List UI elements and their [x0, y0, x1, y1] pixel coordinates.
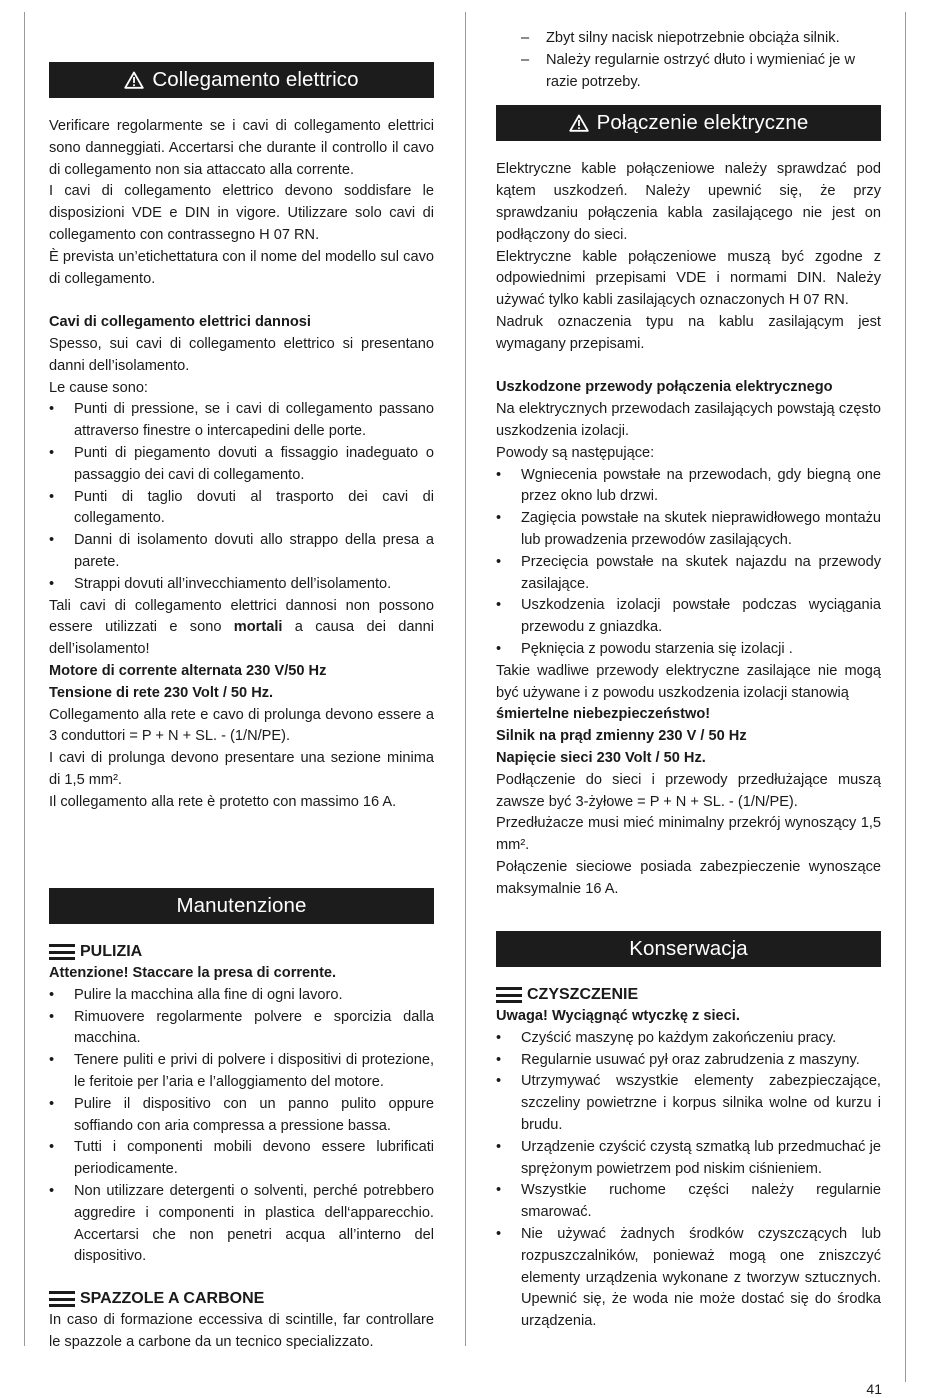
paragraph: Il collegamento alla rete è protetto con massimo 16 A. [49, 793, 397, 810]
paragraph: Na elektrycznych przewodach zasilających powstają często uszkodzenia izolacji. [496, 401, 881, 439]
right-margin-rule [905, 12, 906, 1382]
section-header-manutenzione [49, 888, 434, 924]
list-item: • Regularnie usuwać pył oraz zabrudzenia z maszyny. [496, 1050, 881, 1072]
subsection-title: Cavi di collegamento elettrici dannosi [49, 314, 311, 331]
list-item: • Non utilizzare detergenti o solventi, perché potrebbero aggredire i componenti in plastica dell‘apparecchio. Accertarsi che non penetri acqua all’interno del dispositivo. [49, 1181, 434, 1268]
list-item: • Punti di taglio dovuti al trasporto dei cavi di collegamento. [49, 487, 434, 531]
menu-lines-icon [49, 944, 75, 960]
section-title: Konserwacja [629, 937, 748, 961]
text-run: a causa dei danni dell’isolamento! [49, 619, 434, 658]
warning-triangle-icon [569, 114, 589, 132]
paragraph: Podłączenie do sieci i przewody przedłużające muszą zawsze być 3-żyłowe = P + N + SL. - (1/N/PE). [496, 771, 881, 810]
paragraph: I cavi di collegamento elettrico devono soddisfare le disposizioni VDE e DIN in vigore. Utilizzare solo cavi di collegamento con contrassegno H 07 RN. [49, 183, 434, 243]
list-item: • Wszystkie ruchome części należy regularnie smarować. [496, 1180, 881, 1224]
list-item: • Utrzymywać wszystkie elementy zabezpieczające, szczeliny powietrzne i korpus silnika wolne od kurzu i brudu. [496, 1071, 881, 1136]
list-item: • Pęknięcia z powodu starzenia się izolacji . [496, 639, 881, 661]
list-item: • Pulire la macchina alla fine di ogni lavoro. [49, 985, 434, 1007]
list-item: • Czyścić maszynę po każdym zakończeniu pracy. [496, 1028, 881, 1050]
motor-spec: Motore di corrente alternata 230 V/50 Hz [49, 662, 327, 679]
list-item: – Zbyt silny nacisk niepotrzebnie obciąża silnik. [496, 28, 881, 50]
menu-lines-icon [49, 1291, 75, 1307]
paragraph: Połączenie sieciowe posiada zabezpieczenie wynoszące maksymalnie 16 A. [496, 858, 881, 897]
menu-lines-icon [496, 987, 522, 1003]
left-margin-rule [24, 12, 25, 1346]
list-item: – Należy regularnie ostrzyć dłuto i wymieniać je w razie potrzeby. [496, 50, 881, 94]
subsection-title: SPAZZOLE A CARBONE [80, 1290, 265, 1308]
subsection-title: CZYSZCZENIE [527, 986, 639, 1004]
section-header-konserwacja [496, 931, 881, 967]
list-item: • Rimuovere regolarmente polvere e sporcizia dalla macchina. [49, 1007, 434, 1051]
paragraph: Elektryczne kable połączeniowe muszą być zgodne z odpowiednimi przepisami VDE i normami DIN. Należy używać tylko kabli zasilających oznaczonych H 07 RN. [496, 248, 881, 309]
list-item: • Tutti i componenti mobili devono essere lubrificati periodicamente. [49, 1137, 434, 1181]
text-run: Tali cavi di collegamento elettrici dannosi non possono essere utilizzati e sono [49, 597, 434, 636]
paragraph: In caso di formazione eccessiva di scintille, far controllare le spazzole a carbone da un tecnico specializzato. [49, 1312, 434, 1350]
subsection-pulizia [49, 941, 434, 963]
list-item: • Tenere puliti e privi di polvere i dispositivi di protezione, le feritoie per l’aria e l’alloggiamento del motore. [49, 1050, 434, 1094]
bold-warning: śmiertelne niebezpieczeństwo! [496, 706, 711, 723]
cleaning-list [496, 1028, 881, 1333]
motor-spec: Silnik na prąd zmienny 230 V / 50 Hz [496, 728, 747, 745]
warning-text: Uwaga! Wyciągnąć wtyczkę z sieci. [496, 1008, 740, 1024]
section-title: Collegamento elettrico [152, 68, 359, 92]
paragraph: Collegamento alla rete e cavo di prolunga devono essere a 3 conduttori = P + N + SL. - (1/N/PE). [49, 706, 434, 745]
paragraph: Takie wadliwe przewody elektryczne zasilające nie mogą być używane i z powodu uszkodzenia izolacji stanowią [496, 662, 881, 701]
paragraph [49, 596, 434, 661]
list-item: • Nie używać żadnych środków czyszczących lub rozpuszczalników, ponieważ mogą one zniszczyć elementy urządzenia wykonane z tworzyw sztucznych. Upewnić się, że woda nie może dostać się do środka urządzenia. [496, 1224, 881, 1333]
list-item: • Danni di isolamento dovuti allo strappo della presa a parete. [49, 530, 434, 574]
subsection-title: PULIZIA [80, 943, 143, 961]
left-maintenance [49, 888, 434, 1354]
list-item: • Punti di piegamento dovuti a fissaggio inadeguato o passaggio dei cavi di collegamento. [49, 443, 434, 487]
left-column [49, 62, 434, 814]
section-header-collegamento [49, 62, 434, 98]
subsection-czyszczenie [496, 984, 881, 1006]
warning-triangle-icon [124, 71, 144, 89]
subsection-title: Uszkodzone przewody połączenia elektrycznego [496, 379, 833, 396]
voltage-spec: Napięcie sieci 230 Volt / 50 Hz. [496, 749, 706, 766]
paragraph: I cavi di prolunga devono presentare una sezione minima di 1,5 mm². [49, 750, 434, 788]
paragraph: Spesso, sui cavi di collegamento elettrico si presentano danni dell’isolamento. [49, 335, 434, 374]
list-item: • Zagięcia powstałe na skutek nieprawidłowego montażu lub prowadzenia przewodów zasilających. [496, 508, 881, 552]
paragraph: Le cause sono: [49, 379, 148, 396]
list-item: • Pulire il dispositivo con un panno pulito oppure soffiando con aria compressa a pressione bassa. [49, 1094, 434, 1138]
paragraph: Verificare regolarmente se i cavi di collegamento elettrici sono danneggiati. Accertarsi che durante il controllo il cavo di collegamento non sia attaccato alla corrente. [49, 118, 434, 178]
list-item: • Strappi dovuti all’invecchiamento dell’isolamento. [49, 574, 434, 596]
section-title: Połączenie elektryczne [596, 111, 809, 135]
paragraph: Nadruk oznaczenia typu na kablu zasilającym jest wymagany przepisami. [496, 313, 881, 352]
causes-list [49, 399, 434, 595]
paragraph: Powody są następujące: [496, 444, 655, 461]
causes-list [496, 465, 881, 661]
list-item: • Urządzenie czyścić czystą szmatką lub przedmuchać je sprężonym powietrzem pod niskim ciśnieniem. [496, 1137, 881, 1181]
cleaning-list [49, 985, 434, 1268]
voltage-spec: Tensione di rete 230 Volt / 50 Hz. [49, 684, 274, 701]
section-title: Manutenzione [176, 894, 307, 918]
dash-list [496, 28, 881, 93]
page-number: 41 [866, 1381, 882, 1397]
list-item: • Przecięcia powstałe na skutek najazdu na przewody zasilające. [496, 552, 881, 596]
right-column [496, 28, 881, 900]
warning-text: Attenzione! Staccare la presa di corrente. [49, 965, 337, 981]
section-header-polaczenie [496, 105, 881, 141]
list-item: • Uszkodzenia izolacji powstałe podczas wyciągania przewodu z gniazdka. [496, 595, 881, 639]
list-item: • Wgniecenia powstałe na przewodach, gdy biegną one przez okno lub drzwi. [496, 465, 881, 509]
center-divider [465, 12, 466, 1346]
right-maintenance [496, 931, 881, 1333]
paragraph: Przedłużacze musi mieć minimalny przekrój wynoszący 1,5 mm². [496, 815, 881, 854]
bold-run: mortali [233, 619, 283, 636]
subsection-spazzole [49, 1288, 434, 1310]
paragraph: È prevista un’etichettatura con il nome del modello sul cavo di collegamento. [49, 248, 434, 287]
list-item: • Punti di pressione, se i cavi di collegamento passano attraverso finestre o intercapedini delle porte. [49, 399, 434, 443]
paragraph: Elektryczne kable połączeniowe należy sprawdzać pod kątem uszkodzeń. Należy upewnić się, że przy sprawdzaniu połączenia kabla zasilającego nie jest on podłączony do sieci. [496, 161, 881, 243]
